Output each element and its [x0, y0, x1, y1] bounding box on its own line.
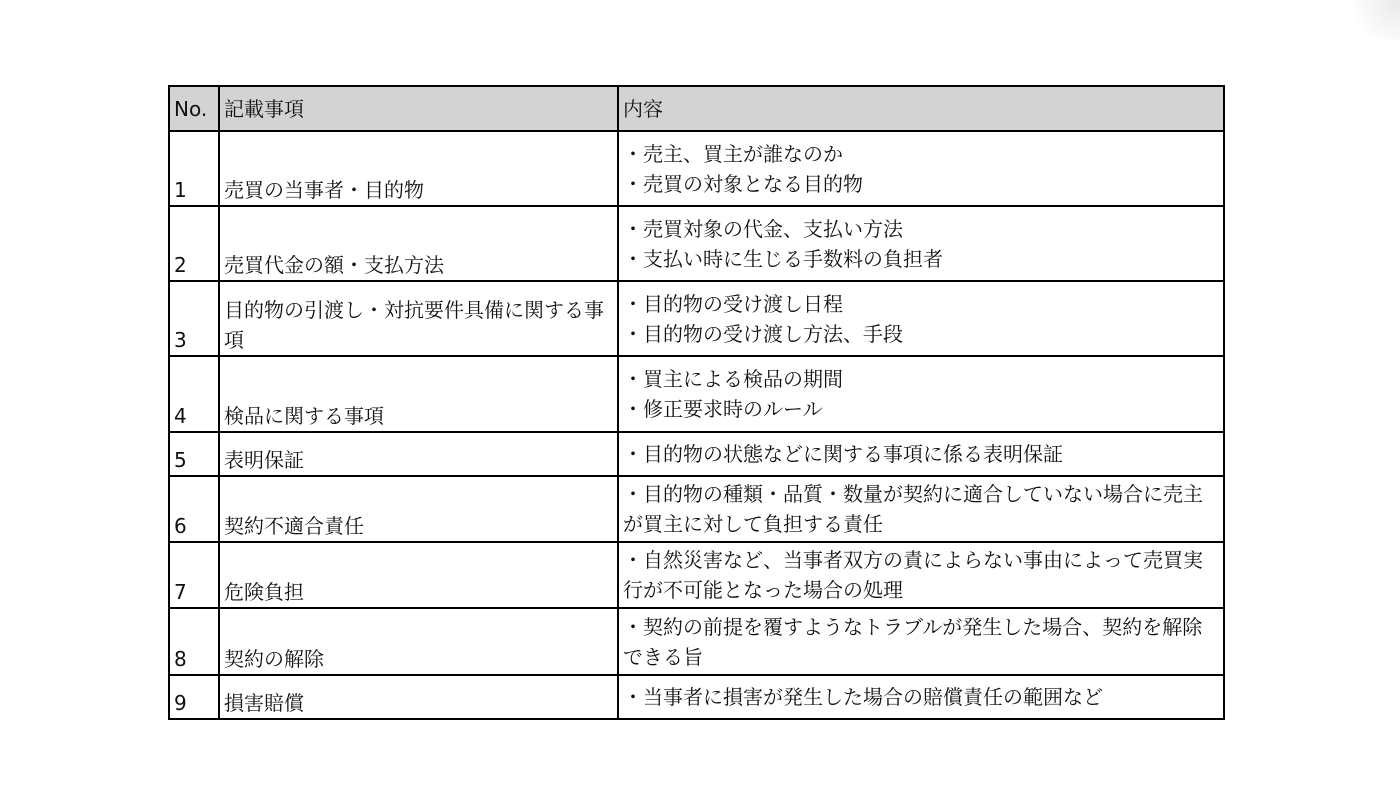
row-item: 表明保証 [219, 432, 618, 476]
contract-items-table [168, 85, 1225, 720]
corner-shadow [1340, 0, 1400, 40]
row-content [618, 608, 1224, 675]
row-item: 契約不適合責任 [219, 476, 618, 542]
table-body [169, 131, 1224, 719]
table-row [169, 206, 1224, 281]
row-content [618, 281, 1224, 356]
content-line: ・売買の対象となる目的物 [623, 171, 863, 196]
content-line: ・目的物の種類・品質・数量が契約に適合していない場合に売主が買主に対して負担する責任 [623, 482, 1203, 536]
content-line: ・自然災害など、当事者双方の責によらない事由によって売買実行が不可能となった場合の処理 [623, 548, 1203, 602]
content-line: ・支払い時に生じる手数料の負担者 [623, 246, 943, 271]
row-content [618, 476, 1224, 542]
table-row [169, 432, 1224, 476]
table-row [169, 356, 1224, 432]
table-row [169, 281, 1224, 356]
row-number: 5 [169, 432, 219, 476]
table-row [169, 131, 1224, 206]
row-number: 8 [169, 608, 219, 675]
row-item: 売買の当事者・目的物 [219, 131, 618, 206]
row-content [618, 675, 1224, 719]
row-number: 6 [169, 476, 219, 542]
header-item: 記載事項 [219, 86, 618, 131]
row-content [618, 131, 1224, 206]
content-line: ・修正要求時のルール [623, 397, 823, 421]
content-line: ・目的物の受け渡し方法、手段 [623, 321, 903, 346]
content-line: ・買主による検品の期間 [623, 367, 843, 391]
row-number: 7 [169, 542, 219, 608]
row-item: 目的物の引渡し・対抗要件具備に関する事項 [219, 281, 618, 356]
header-row [169, 86, 1224, 131]
content-line: ・目的物の受け渡し日程 [623, 291, 843, 316]
content-line: ・売買対象の代金、支払い方法 [623, 216, 903, 241]
content-line: ・当事者に損害が発生した場合の賠償責任の範囲など [623, 685, 1103, 709]
content-line: ・目的物の状態などに関する事項に係る表明保証 [623, 442, 1063, 466]
table-row [169, 476, 1224, 542]
row-content [618, 432, 1224, 476]
row-item: 危険負担 [219, 542, 618, 608]
row-content [618, 206, 1224, 281]
row-item: 契約の解除 [219, 608, 618, 675]
row-content [618, 542, 1224, 608]
row-item: 検品に関する事項 [219, 356, 618, 432]
header-no: No. [169, 86, 219, 131]
row-number: 4 [169, 356, 219, 432]
content-line: ・売主、買主が誰なのか [623, 141, 843, 166]
table-row [169, 542, 1224, 608]
row-number: 3 [169, 281, 219, 356]
row-item: 売買代金の額・支払方法 [219, 206, 618, 281]
row-item: 損害賠償 [219, 675, 618, 719]
table-row [169, 675, 1224, 719]
row-number: 1 [169, 131, 219, 206]
row-number: 2 [169, 206, 219, 281]
row-number: 9 [169, 675, 219, 719]
content-line: ・契約の前提を覆すようなトラブルが発生した場合、契約を解除できる旨 [623, 614, 1203, 669]
header-content: 内容 [618, 86, 1224, 131]
row-content [618, 356, 1224, 432]
table-row [169, 608, 1224, 675]
table-header [169, 86, 1224, 131]
